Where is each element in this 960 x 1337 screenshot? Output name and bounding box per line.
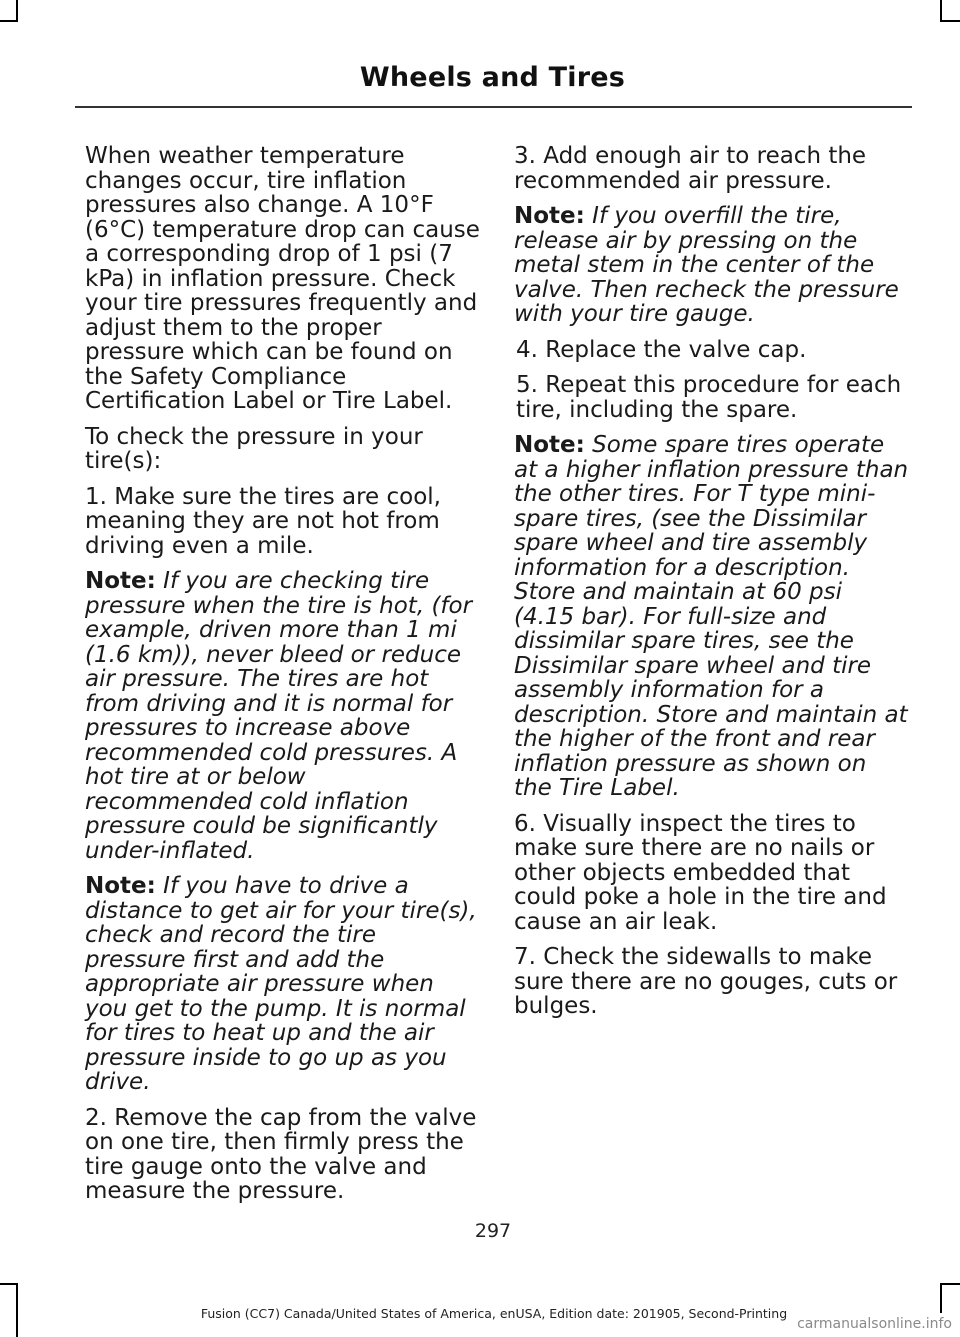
step-5: 5. Repeat this procedure for each tire, including the spare.	[516, 372, 902, 423]
step-4: 4. Replace the valve cap.	[516, 336, 807, 363]
note-hot-tire	[85, 569, 480, 863]
paragraph-check-intro: To check the pressure in your tire(s):	[85, 423, 423, 474]
note-text: If you are checking tire pressure when the tire is hot, (for example, driven more than 1 mi (1.6 km)), never bleed or reduce air pressure. The tires are hot from driving and it is normal for pressures to increase above recommended cold pressures. A hot tire at or below recommended cold inflation pressure could be significantly under-inflated.	[85, 568, 473, 864]
note-label: Note:	[85, 568, 156, 594]
step-2: 2. Remove the cap from the valve on one tire, then firmly press the tire gauge onto the valve and measure the pressure.	[85, 1104, 477, 1204]
crop-mark-top-right-h	[940, 20, 960, 22]
step-6: 6. Visually inspect the tires to make sure there are no nails or other objects embedded that could poke a hole in the tire and cause an air leak.	[514, 810, 887, 935]
note-label: Note:	[85, 873, 156, 899]
note-text: Some spare tires operate at a higher inflation pressure than the other tires. For T type mini-spare tires, (see the Dissimilar spare wheel and tire assembly information for a description. Store and maintain at 60 psi (4.15 bar). For full-size and dissimilar spare tires, see the Dissimilar spare wheel and tire assembly information for a description. Store and maintain at the higher of the front and rear inflation pressure as shown on the Tire Label.	[514, 432, 909, 801]
crop-mark-top-left	[16, 0, 18, 22]
crop-mark-top-left-h	[0, 20, 18, 22]
note-text: If you overfill the tire, release air by pressing on the metal stem in the center of the valve. Then recheck the pressure with your tire gauge.	[514, 203, 899, 327]
page-header-title: Wheels and Tires	[359, 62, 625, 93]
crop-mark-bottom-left-h	[0, 1283, 18, 1285]
crop-mark-top-right	[940, 0, 942, 22]
note-overfill	[514, 204, 909, 327]
note-text: If you have to drive a distance to get air for your tire(s), check and record the tire pressure first and add the appropriate air pressure when you get to the pump. It is normal for tires to heat up and the air pressure inside to go up as you drive.	[85, 873, 477, 1095]
page-number: 297	[474, 1220, 512, 1242]
step-3: 3. Add enough air to reach the recommended air pressure.	[514, 143, 867, 194]
crop-mark-bottom-right-h	[940, 1283, 960, 1285]
step-7: 7. Check the sidewalls to make sure there are no gouges, cuts or bulges.	[514, 944, 898, 1019]
left-column	[85, 144, 480, 1215]
step-1: 1. Make sure the tires are cool, meaning they are not hot from driving even a mile.	[85, 483, 441, 559]
note-spare-tires	[514, 433, 909, 801]
right-column	[514, 144, 909, 1030]
footer-edition-info: Fusion (CC7) Canada/United States of America, enUSA, Edition date: 201905, Second-Printing	[200, 1306, 788, 1321]
note-label: Note:	[514, 203, 585, 229]
paragraph-temperature: When weather temperature changes occur, tire inflation pressures also change. A 10°F (6°C) temperature drop can cause a corresponding drop of 1 psi (7 kPa) in inflation pressure. Check your tire pressures frequently and adjust them to the proper pressure which can be found on the Safety Compliance Certification Label or Tire Label.	[85, 143, 480, 414]
note-drive-distance	[85, 874, 480, 1095]
header-divider	[75, 106, 912, 108]
watermark: carmanualsonline.info	[797, 1316, 952, 1332]
note-label: Note:	[514, 432, 585, 458]
